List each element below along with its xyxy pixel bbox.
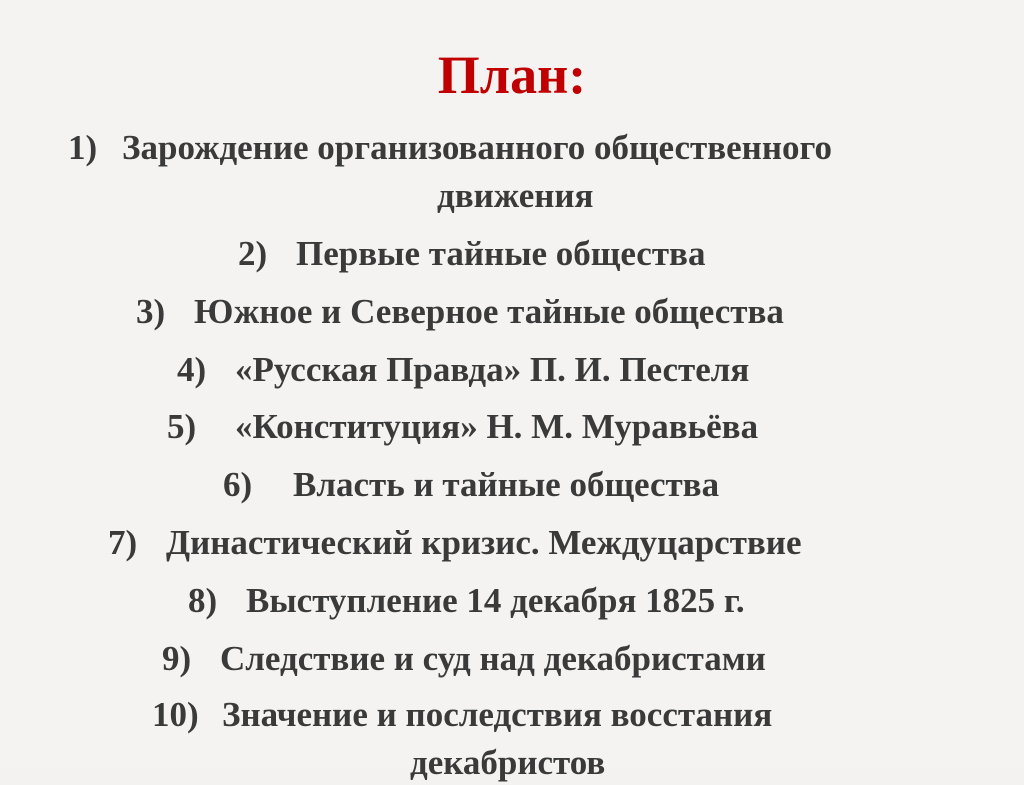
plan-item-number: 1) [68,128,98,167]
plan-item-text: «Русская Правда» П. И. Пестеля [235,350,750,389]
plan-item-text: Следствие и суд над декабристами [220,639,766,678]
plan-item-number: 5) [167,407,197,446]
plan-item-text: Выступление 14 декабря 1825 г. [246,581,745,620]
plan-item-10-continuation: декабристов [410,743,606,782]
plan-item-9 [162,637,766,681]
plan-item-1 [68,126,832,170]
plan-item-text: Первые тайные общества [296,234,706,273]
plan-item-2 [238,232,705,276]
plan-item-text: Династический кризис. Междуцарствие [166,523,802,562]
plan-item-3 [136,290,784,334]
plan-item-number: 3) [136,292,166,331]
plan-item-number: 7) [108,523,138,562]
plan-item-number: 8) [188,581,218,620]
plan-item-number: 10) [152,695,199,734]
plan-item-5 [167,405,758,449]
slide-title: План: [437,45,587,105]
plan-item-text: Значение и последствия восстания [222,695,773,734]
plan-item-number: 4) [177,350,207,389]
plan-item-number: 2) [238,234,268,273]
plan-item-text: «Конституция» Н. М. Муравьёва [235,407,759,446]
plan-item-4 [177,348,749,392]
plan-item-number: 6) [223,465,253,504]
plan-item-text: Южное и Северное тайные общества [194,292,784,331]
plan-item-number: 9) [162,639,192,678]
plan-item-7 [108,521,802,565]
plan-item-1-continuation: движения [437,176,594,215]
plan-item-10 [152,693,772,737]
plan-item-8 [188,579,745,623]
plan-item-6 [223,463,719,507]
plan-item-text: Власть и тайные общества [293,465,720,504]
plan-item-text: Зарождение организованного общественного [122,128,833,167]
